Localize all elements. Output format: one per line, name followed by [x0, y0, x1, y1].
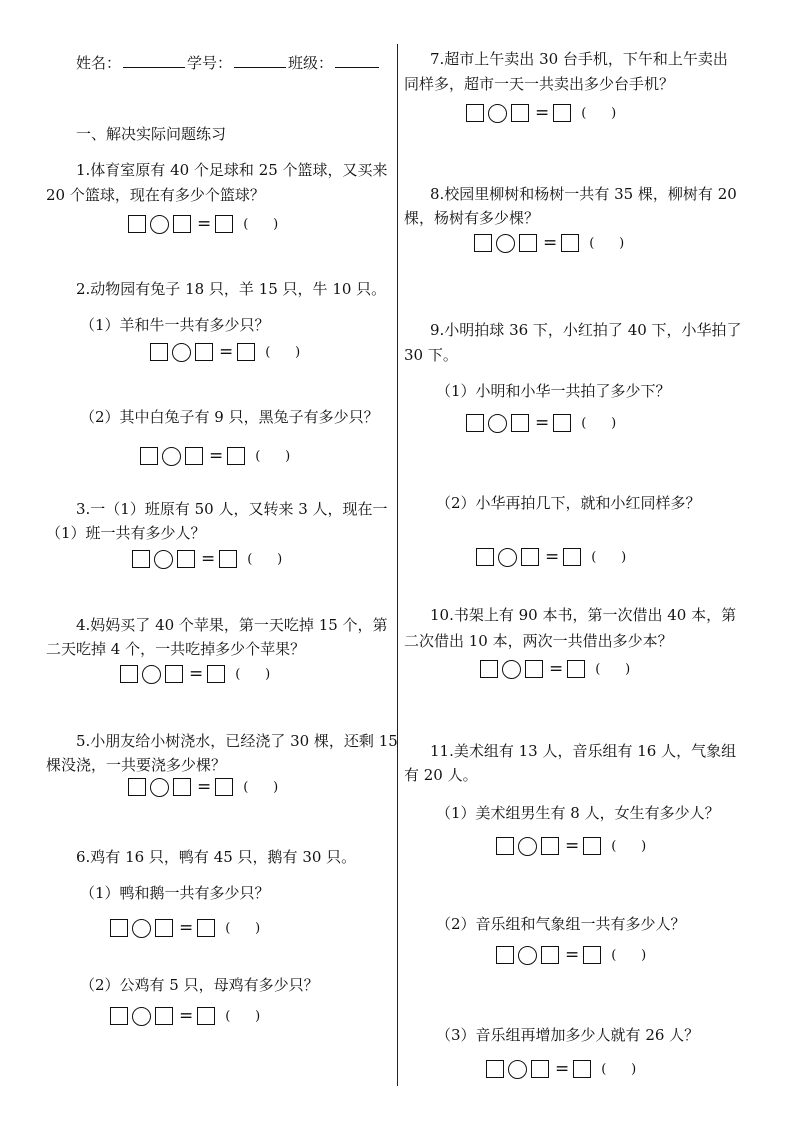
- unit-parentheses[interactable]: ( ): [225, 1008, 261, 1024]
- question-11-sub-3: （3）音乐组再增加多少人就有 26 人？: [436, 1026, 700, 1044]
- blank-box[interactable]: [150, 343, 168, 361]
- column-divider: [397, 44, 398, 1086]
- result-box[interactable]: [197, 1007, 215, 1025]
- name-label: 姓名：: [76, 54, 122, 72]
- result-box[interactable]: [197, 919, 215, 937]
- question-4-line-1: 4.妈妈买了 40 个苹果，第一天吃掉 15 个，第: [76, 616, 388, 634]
- unit-parentheses[interactable]: ( ): [243, 779, 279, 795]
- blank-box[interactable]: [496, 837, 514, 855]
- question-2-line-1: 2.动物园有兔子 18 只，羊 15 只，牛 10 只。: [76, 280, 387, 298]
- blank-box[interactable]: [155, 1007, 173, 1025]
- answer-equation-q11-1: = ( ): [496, 836, 646, 856]
- question-11-sub-1: （1）美术组男生有 8 人，女生有多少人？: [436, 804, 720, 822]
- blank-box[interactable]: [165, 665, 183, 683]
- unit-parentheses[interactable]: ( ): [247, 551, 283, 567]
- answer-equation-q3: = ( ): [132, 549, 282, 569]
- operator-circle[interactable]: [518, 946, 537, 965]
- question-8-line-1: 8.校园里柳树和杨树一共有 35 棵，柳树有 20: [430, 185, 737, 203]
- result-box[interactable]: [553, 414, 571, 432]
- question-1-line-2: 20 个篮球，现在有多少个篮球？: [46, 186, 265, 204]
- result-box[interactable]: [583, 837, 601, 855]
- blank-box[interactable]: [519, 234, 537, 252]
- question-9-sub-2: （2）小华再拍几下，就和小红同样多？: [436, 494, 701, 512]
- unit-parentheses[interactable]: ( ): [235, 666, 271, 682]
- result-box[interactable]: [567, 660, 585, 678]
- question-9-line-1: 9.小明拍球 36 下，小红拍了 40 下，小华拍了: [430, 321, 742, 339]
- question-9-line-2: 30 下。: [404, 346, 458, 364]
- blank-box[interactable]: [474, 234, 492, 252]
- blank-box[interactable]: [128, 778, 146, 796]
- operator-circle[interactable]: [142, 665, 161, 684]
- name-blank[interactable]: [123, 53, 185, 68]
- result-box[interactable]: [215, 215, 233, 233]
- blank-box[interactable]: [531, 1060, 549, 1078]
- operator-circle[interactable]: [518, 837, 537, 856]
- question-6-sub-2: （2）公鸡有 5 只，母鸡有多少只？: [80, 976, 319, 994]
- question-1-line-1: 1.体育室原有 40 个足球和 25 个篮球，又买来: [76, 161, 388, 179]
- blank-box[interactable]: [511, 414, 529, 432]
- question-7-line-1: 7.超市上午卖出 30 台手机，下午和上午卖出: [430, 50, 728, 68]
- blank-box[interactable]: [120, 665, 138, 683]
- student-info-header: [76, 52, 381, 73]
- blank-box[interactable]: [525, 660, 543, 678]
- blank-box[interactable]: [541, 946, 559, 964]
- unit-parentheses[interactable]: ( ): [591, 549, 627, 565]
- unit-parentheses[interactable]: ( ): [611, 947, 647, 963]
- blank-box[interactable]: [177, 550, 195, 568]
- operator-circle[interactable]: [498, 548, 517, 567]
- question-9-sub-1: （1）小明和小华一共拍了多少下？: [436, 382, 671, 400]
- blank-box[interactable]: [466, 104, 484, 122]
- result-box[interactable]: [215, 778, 233, 796]
- question-8-line-2: 棵，杨树有多少棵？: [404, 209, 540, 227]
- result-box[interactable]: [219, 550, 237, 568]
- operator-circle[interactable]: [150, 778, 169, 797]
- question-10-line-1: 10.书架上有 90 本书，第一次借出 40 本，第: [430, 606, 737, 624]
- result-box[interactable]: [561, 234, 579, 252]
- blank-box[interactable]: [195, 343, 213, 361]
- unit-parentheses[interactable]: ( ): [611, 838, 647, 854]
- result-box[interactable]: [563, 548, 581, 566]
- unit-parentheses[interactable]: ( ): [581, 415, 617, 431]
- operator-circle[interactable]: [508, 1060, 527, 1079]
- blank-box[interactable]: [466, 414, 484, 432]
- unit-parentheses[interactable]: ( ): [595, 661, 631, 677]
- unit-parentheses[interactable]: ( ): [589, 235, 625, 251]
- answer-equation-q9-2: = ( ): [476, 547, 626, 567]
- blank-box[interactable]: [486, 1060, 504, 1078]
- result-box[interactable]: [227, 447, 245, 465]
- result-box[interactable]: [573, 1060, 591, 1078]
- class-blank[interactable]: [335, 53, 379, 68]
- operator-circle[interactable]: [154, 550, 173, 569]
- answer-equation-q9-1: = ( ): [466, 413, 616, 433]
- student-id-blank[interactable]: [234, 53, 286, 68]
- blank-box[interactable]: [173, 778, 191, 796]
- unit-parentheses[interactable]: ( ): [581, 105, 617, 121]
- unit-parentheses[interactable]: ( ): [255, 448, 291, 464]
- blank-box[interactable]: [185, 447, 203, 465]
- question-10-line-2: 二次借出 10 本，两次一共借出多少本？: [404, 632, 673, 650]
- blank-box[interactable]: [173, 215, 191, 233]
- answer-equation-q2-2: = ( ): [140, 446, 290, 466]
- answer-equation-q7: = ( ): [466, 103, 616, 123]
- blank-box[interactable]: [521, 548, 539, 566]
- answer-equation-q4: = ( ): [120, 664, 270, 684]
- answer-equation-q6-1: = ( ): [110, 918, 260, 938]
- operator-circle[interactable]: [132, 1007, 151, 1026]
- answer-equation-q11-3: = ( ): [486, 1059, 636, 1079]
- class-label: 班级：: [288, 54, 334, 72]
- blank-box[interactable]: [110, 919, 128, 937]
- question-2-sub-2: （2）其中白兔子有 9 只，黑兔子有多少只？: [80, 408, 379, 426]
- question-11-line-1: 11.美术组有 13 人，音乐组有 16 人，气象组: [430, 742, 737, 760]
- answer-equation-q6-2: = ( ): [110, 1006, 260, 1026]
- question-5-line-1: 5.小朋友给小树浇水，已经浇了 30 棵，还剩 15: [76, 732, 398, 750]
- answer-equation-q5: = ( ): [128, 777, 278, 797]
- answer-equation-q1: = ( ): [128, 214, 278, 234]
- answer-equation-q8: = ( ): [474, 233, 624, 253]
- question-6-line-1: 6.鸡有 16 只，鸭有 45 只，鹅有 30 只。: [76, 848, 357, 866]
- unit-parentheses[interactable]: ( ): [225, 920, 261, 936]
- section-title: 一、解决实际问题练习: [76, 125, 227, 143]
- result-box[interactable]: [207, 665, 225, 683]
- blank-box[interactable]: [128, 215, 146, 233]
- operator-circle[interactable]: [488, 104, 507, 123]
- question-5-line-2: 棵没浇，一共要浇多少棵？: [46, 756, 227, 774]
- operator-circle[interactable]: [502, 660, 521, 679]
- blank-box[interactable]: [132, 550, 150, 568]
- operator-circle[interactable]: [162, 447, 181, 466]
- answer-equation-q2-1: = ( ): [150, 342, 300, 362]
- question-4-line-2: 二天吃掉 4 个，一共吃掉多少个苹果？: [46, 640, 306, 658]
- blank-box[interactable]: [110, 1007, 128, 1025]
- blank-box[interactable]: [140, 447, 158, 465]
- blank-box[interactable]: [480, 660, 498, 678]
- unit-parentheses[interactable]: ( ): [601, 1061, 637, 1077]
- result-box[interactable]: [237, 343, 255, 361]
- answer-equation-q10: = ( ): [480, 659, 630, 679]
- result-box[interactable]: [553, 104, 571, 122]
- blank-box[interactable]: [155, 919, 173, 937]
- unit-parentheses[interactable]: ( ): [265, 344, 301, 360]
- blank-box[interactable]: [541, 837, 559, 855]
- operator-circle[interactable]: [172, 343, 191, 362]
- unit-parentheses[interactable]: ( ): [243, 216, 279, 232]
- operator-circle[interactable]: [496, 234, 515, 253]
- operator-circle[interactable]: [488, 414, 507, 433]
- question-11-sub-2: （2）音乐组和气象组一共有多少人？: [436, 915, 686, 933]
- answer-equation-q11-2: = ( ): [496, 945, 646, 965]
- blank-box[interactable]: [496, 946, 514, 964]
- operator-circle[interactable]: [132, 919, 151, 938]
- operator-circle[interactable]: [150, 215, 169, 234]
- blank-box[interactable]: [511, 104, 529, 122]
- result-box[interactable]: [583, 946, 601, 964]
- blank-box[interactable]: [476, 548, 494, 566]
- question-7-line-2: 同样多，超市一天一共卖出多少台手机？: [404, 75, 675, 93]
- student-id-label: 学号：: [187, 54, 233, 72]
- question-3-line-1: 3.一（1）班原有 50 人，又转来 3 人，现在一: [76, 500, 388, 518]
- question-6-sub-1: （1）鸭和鹅一共有多少只？: [80, 884, 270, 902]
- question-3-line-2: （1）班一共有多少人？: [46, 524, 206, 542]
- question-11-line-2: 有 20 人。: [404, 766, 478, 784]
- question-2-sub-1: （1）羊和牛一共有多少只？: [80, 316, 270, 334]
